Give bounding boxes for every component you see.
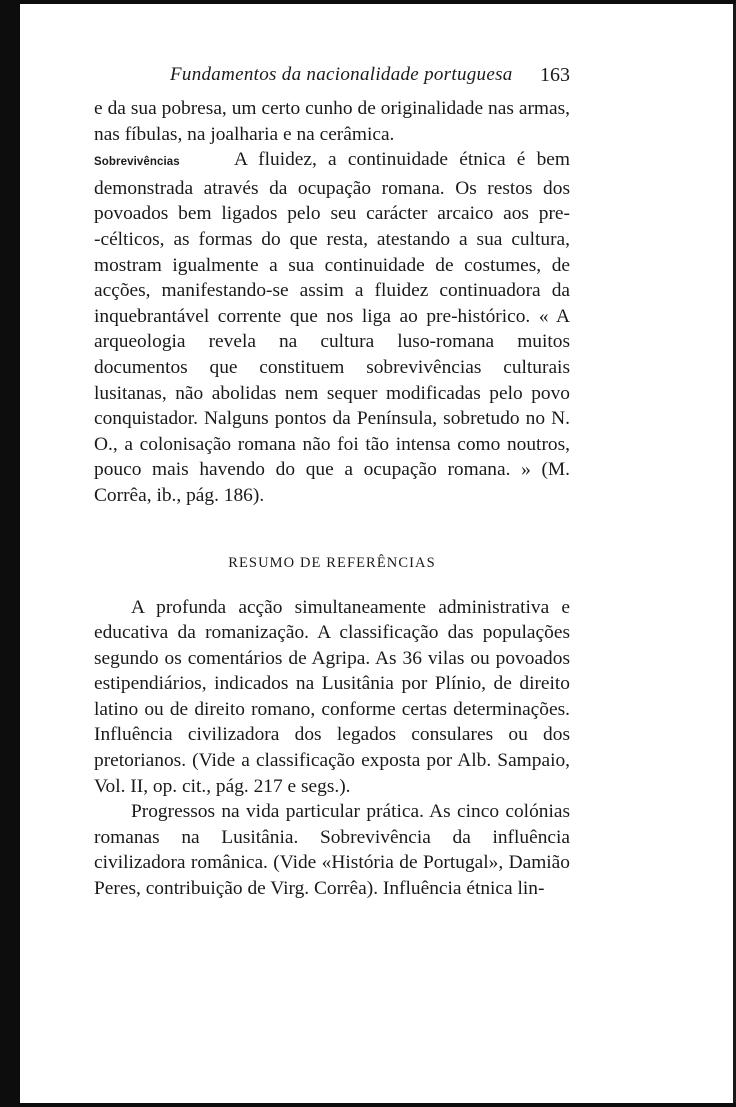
paragraph-sobrevivencias-text: A fluidez, a continuidade étnica é bem demonstrada através da ocupação romana. Os restos dos povoados bem ligados pelo seu carácter arcaico aos pre-‑célticos, as formas do que resta, atestando a sua cultura, mostram igualmente a sua continuidade de costumes, de acções, manifestando-se assim a fluidez continuadora da inquebrantável corrente que nos liga ao pre-histórico. « A arqueologia revela na cultura luso-romana muitos documentos que constituem sobrevivências culturais lusitanas, não abolidas nem sequer modificadas pelo povo conquistador. Nalguns pontos da Península, sobretudo no N. O., a colonisação romana não foi tão intensa como noutros, pouco mais havendo do que a ocupação romana. » (M. Corrêa, ib., pág. 186).	[94, 149, 570, 506]
scan-border-left	[0, 0, 20, 1107]
running-head	[94, 62, 570, 96]
paragraph-resumo-2: Progressos na vida particular prática. As cinco colónias romanas na Lusitânia. Sobrevivência da influência civilizadora românica. (Vide «História de Portugal», Damião Peres, contribuição de Virg. Corrêa). Influência étnica lin-	[94, 801, 570, 900]
paragraph-sobrevivencias	[94, 147, 570, 508]
paragraph-resumo-1: A profunda acção simultaneamente administrativa e educativa da romanização. A classificação das populações segundo os comentários de Agripa. As 36 vilas ou povoados estipendiários, indicados na Lusitânia por Plínio, de direito latino ou de direito romano, conforme certas determinações. Influência civilizadora dos legados consulares ou dos pretorianos. (Vide a classificação exposta por Alb. Sampaio, Vol. II, op. cit., pág. 217 e segs.).	[94, 596, 570, 797]
side-heading: Sobrevivências	[94, 156, 180, 169]
section-heading: RESUMO DE REFERÊNCIAS	[228, 554, 436, 571]
paragraph-continuation: e da sua pobresa, um certo cunho de originalidade nas armas, nas fíbulas, na joalharia e na cerâmica.	[94, 98, 570, 145]
running-head-title: Fundamentos da nacionalidade portuguesa	[170, 64, 513, 85]
page-number: 163	[540, 64, 570, 86]
scan-border-top	[0, 0, 736, 4]
scan-border-bottom	[0, 1103, 736, 1107]
book-page	[94, 62, 570, 902]
